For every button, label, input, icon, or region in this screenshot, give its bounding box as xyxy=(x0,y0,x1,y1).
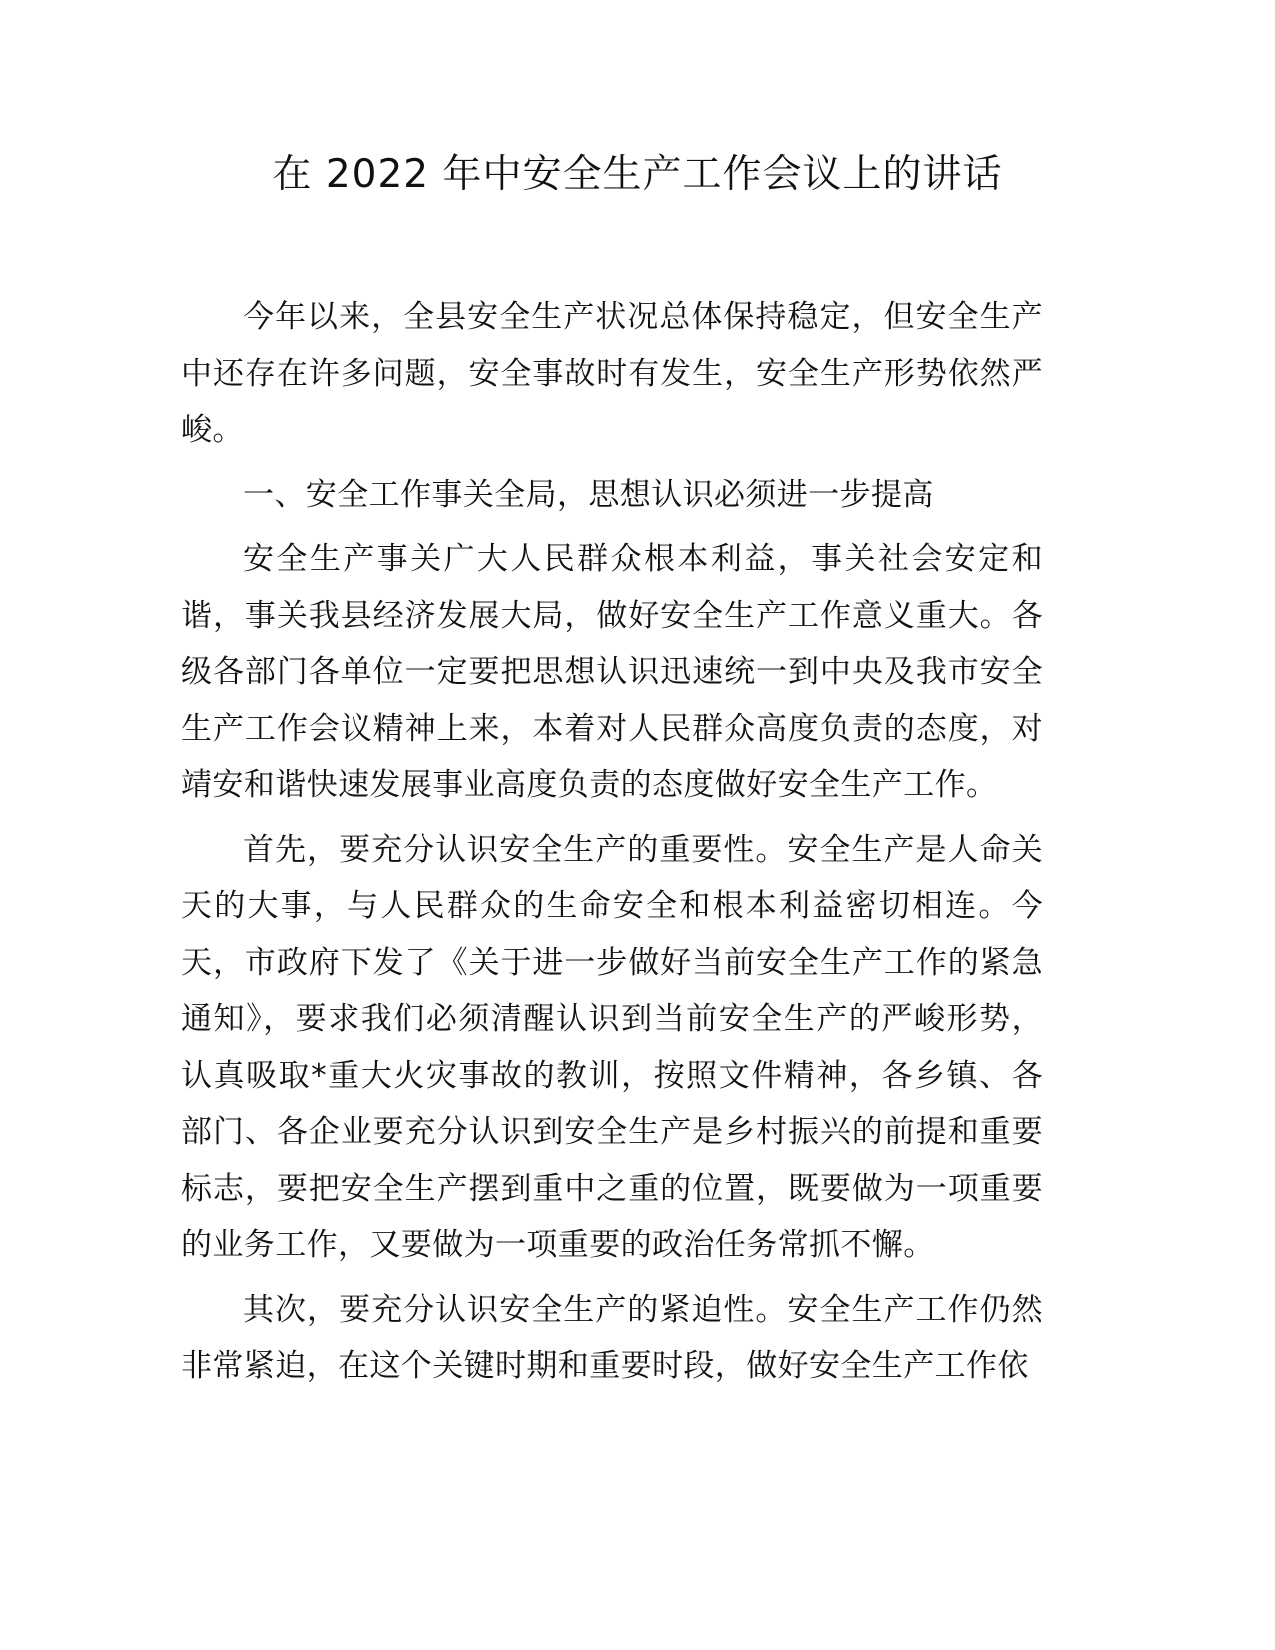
paragraph-significance: 安全生产事关广大人民群众根本利益，事关社会安定和谐，事关我县经济发展大局，做好安全生产工作意义重大。各级各部门各单位一定要把思想认识迅速统一到中央及我市安全生产工作会议精神上来，本着对人民群众高度负责的态度，对靖安和谐快速发展事业高度负责的态度做好安全生产工作。 xyxy=(181,541,1043,803)
paragraph-intro: 今年以来，全县安全生产状况总体保持稳定，但安全生产中还存在许多问题，安全事故时有发生，安全生产形势依然严峻。 xyxy=(181,299,1043,448)
paragraph-urgency: 其次，要充分认识安全生产的紧迫性。安全生产工作仍然非常紧迫，在这个关键时期和重要时段，做好安全生产工作依 xyxy=(181,1291,1043,1384)
paragraph-importance: 首先，要充分认识安全生产的重要性。安全生产是人命关天的大事，与人民群众的生命安全和根本利益密切相连。今天，市政府下发了《关于进一步做好当前安全生产工作的紧急通知》，要求我们必须清醒认识到当前安全生产的严峻形势，认真吸取*重大火灾事故的教训，按照文件精神，各乡镇、各部门、各企业要充分认识到安全生产是乡村振兴的前提和重要标志，要把安全生产摆到重中之重的位置，既要做为一项重要的业务工作，又要做为一项重要的政治任务常抓不懈。 xyxy=(181,831,1043,1263)
section-heading-1: 一、安全工作事关全局，思想认识必须进一步提高 xyxy=(243,476,934,513)
document-title: 在 2022 年中安全生产工作会议上的讲话 xyxy=(272,152,1003,197)
document-body xyxy=(181,289,1043,1403)
